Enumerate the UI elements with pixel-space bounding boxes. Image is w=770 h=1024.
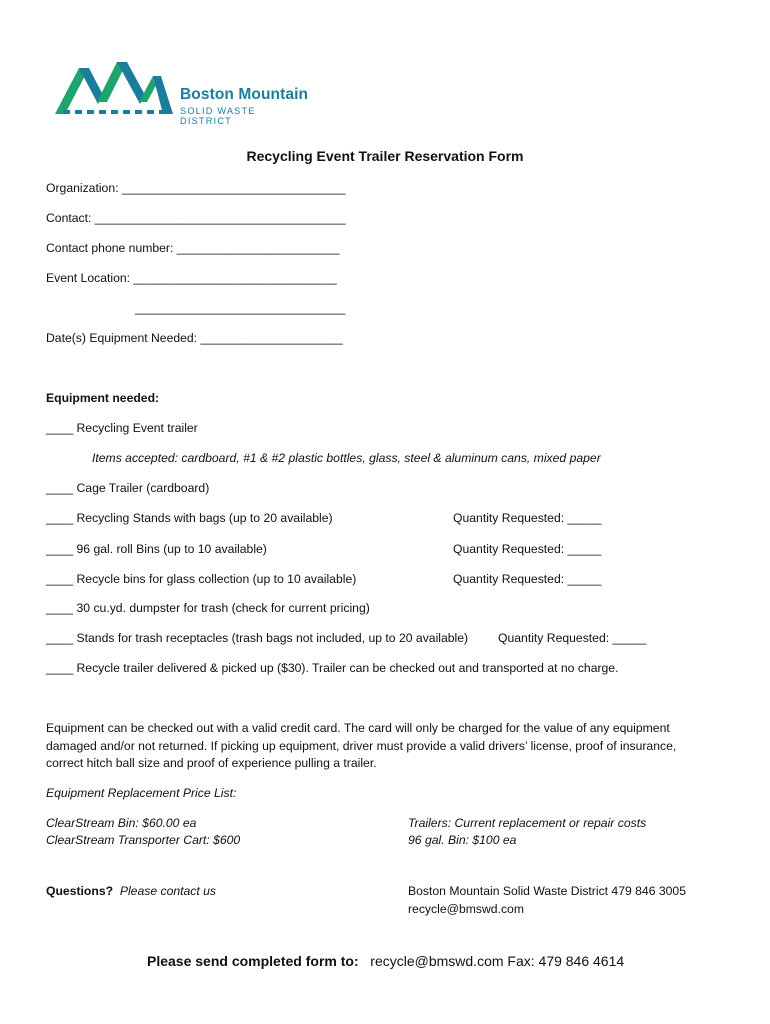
glass-bins-option[interactable]: ____ Recycle bins for glass collection (up to 10 available)	[46, 572, 357, 586]
district-phone: Boston Mountain Solid Waste District 479 846 3005	[408, 884, 686, 898]
questions-label: Questions?	[46, 884, 114, 898]
district-email[interactable]: recycle@bmswd.com	[408, 902, 524, 916]
questions-text: Please contact us	[119, 884, 217, 898]
event-location-line2[interactable]: _______________________________	[135, 301, 346, 315]
form-title: Recycling Event Trailer Reservation Form	[246, 148, 524, 164]
mountain-logo-icon	[55, 60, 173, 118]
equipment-heading: Equipment needed:	[46, 391, 160, 405]
trash-stands-option[interactable]: ____ Stands for trash receptacles (trash bags not included, up to 20 available)	[46, 631, 469, 645]
questions-line	[46, 884, 216, 898]
phone-field[interactable]: Contact phone number: ________________________	[46, 241, 340, 255]
cage-trailer-option[interactable]: ____ Cage Trailer (cardboard)	[46, 481, 210, 495]
stands-quantity[interactable]: Quantity Requested: _____	[453, 511, 602, 525]
trash-stands-quantity[interactable]: Quantity Requested: _____	[498, 631, 647, 645]
roll-bins-option[interactable]: ____ 96 gal. roll Bins (up to 10 available)	[46, 542, 267, 556]
logo-name: Boston Mountain	[180, 86, 309, 103]
organization-field[interactable]: Organization: _________________________________	[46, 181, 346, 195]
price-list-heading: Equipment Replacement Price List:	[46, 786, 237, 800]
policy-paragraph: Equipment can be checked out with a valid credit card. The card will only be charged for the value of any equipment damaged and/or not returned. If picking up equipment, driver must provide a valid drivers’ license, proof of insurance, correct hitch ball size and proof of experience pulling a trailer.	[46, 721, 677, 770]
roll-bins-quantity[interactable]: Quantity Requested: _____	[453, 542, 602, 556]
dates-field[interactable]: Date(s) Equipment Needed: _____________________	[46, 331, 343, 345]
event-location-field[interactable]: Event Location: ______________________________	[46, 271, 337, 285]
items-accepted-note: Items accepted: cardboard, #1 & #2 plastic bottles, glass, steel & aluminum cans, mixed paper	[92, 451, 601, 465]
dumpster-option[interactable]: ____ 30 cu.yd. dumpster for trash (check for current pricing)	[46, 601, 370, 615]
footer-contact[interactable]: recycle@bmswd.com Fax: 479 846 4614	[370, 953, 625, 969]
district-logo	[55, 60, 310, 126]
footer-line	[147, 953, 624, 969]
price-transporter-cart: ClearStream Transporter Cart: $600	[46, 833, 241, 847]
glass-bins-quantity[interactable]: Quantity Requested: _____	[453, 572, 602, 586]
price-trailers: Trailers: Current replacement or repair costs	[408, 816, 647, 830]
recycling-stands-option[interactable]: ____ Recycling Stands with bags (up to 20 available)	[46, 511, 333, 525]
footer-label: Please send completed form to:	[147, 953, 359, 969]
logo-subtitle: SOLID WASTE DISTRICT	[180, 106, 256, 126]
price-96gal-bin: 96 gal. Bin: $100 ea	[408, 833, 517, 847]
delivery-option[interactable]: ____ Recycle trailer delivered & picked up ($30). Trailer can be checked out and transported at no charge.	[46, 661, 619, 675]
price-clearstream-bin: ClearStream Bin: $60.00 ea	[46, 816, 197, 830]
contact-field[interactable]: Contact: _____________________________________	[46, 211, 346, 225]
trailer-option[interactable]: ____ Recycling Event trailer	[46, 421, 198, 435]
